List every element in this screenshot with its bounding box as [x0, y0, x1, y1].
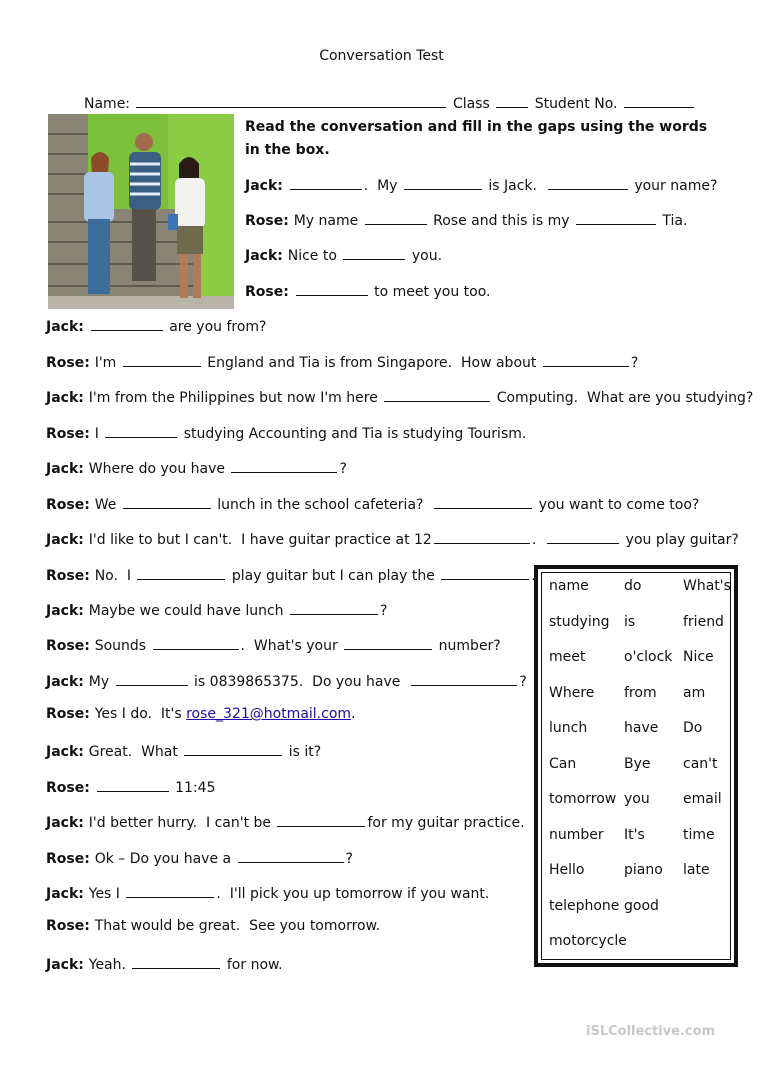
dialogue-text: That would be great. See you tomorrow. — [94, 918, 381, 934]
word-box-item: good — [624, 897, 659, 914]
watermark: iSLCollective.com — [586, 1024, 716, 1039]
word-box-item: tomorrow — [549, 791, 617, 807]
fill-in-gap[interactable] — [153, 635, 239, 650]
instructions: Read the conversation and fill in the gaps using the words in the box. — [245, 119, 708, 158]
word-box-item: telephone — [549, 897, 620, 914]
word-box-item: studying — [549, 613, 610, 630]
dialogue-line — [46, 387, 753, 406]
dialogue-text: Sounds — [94, 638, 151, 654]
dialogue-text: is it? — [284, 744, 322, 760]
word-box-item: Hello — [549, 862, 585, 878]
fill-in-gap[interactable] — [548, 175, 628, 190]
dialogue-text: We — [94, 497, 121, 513]
dialogue-text: I — [94, 426, 104, 442]
speaker-label: Rose: — [245, 213, 294, 229]
class-label: Class — [452, 96, 490, 112]
fill-in-gap[interactable] — [384, 387, 490, 402]
speaker-label: Jack: — [46, 674, 89, 690]
fill-in-gap[interactable] — [434, 494, 532, 509]
dialogue-text: Tia. — [657, 213, 688, 229]
dialogue-text: you play guitar? — [621, 532, 739, 548]
word-box-item: am — [683, 684, 706, 701]
dialogue-text: My — [88, 674, 114, 690]
word-box-item: have — [624, 720, 659, 736]
speaker-label: Jack: — [46, 390, 89, 406]
speaker-label: Jack: — [46, 815, 89, 831]
dialogue-line — [46, 529, 739, 548]
student-no-field[interactable] — [624, 93, 694, 108]
dialogue-line — [46, 706, 355, 722]
dialogue-text: Nice to — [287, 248, 342, 264]
dialogue-text: . — [351, 706, 356, 722]
word-box-item: you — [624, 791, 650, 807]
dialogue-line — [46, 741, 321, 760]
word-box-item: Bye — [624, 755, 651, 772]
fill-in-gap[interactable] — [547, 529, 619, 544]
speaker-label: Jack: — [245, 178, 288, 194]
dialogue-line — [46, 458, 347, 477]
dialogue-line — [46, 352, 638, 371]
dialogue-text: Yeah. — [88, 957, 131, 973]
word-box-item: meet — [549, 649, 586, 665]
students-photo — [48, 114, 234, 309]
word-box-item: o'clock — [624, 649, 673, 665]
fill-in-gap[interactable] — [411, 671, 517, 686]
fill-in-gap[interactable] — [343, 245, 405, 260]
dialogue-text: Great. What — [88, 744, 183, 760]
fill-in-gap[interactable] — [126, 883, 214, 898]
dialogue-text: . — [531, 568, 536, 584]
dialogue-text: ? — [339, 461, 347, 477]
dialogue-text: are you from? — [164, 319, 267, 335]
word-box-item: time — [683, 826, 715, 843]
dialogue-text: Maybe we could have lunch — [88, 603, 288, 619]
dialogue-line — [46, 423, 526, 442]
dialogue-text: Yes I — [88, 886, 125, 902]
dialogue-line — [46, 812, 525, 831]
dialogue-text: ? — [630, 355, 639, 371]
speaker-label: Rose: — [46, 497, 95, 513]
word-box-item: from — [624, 684, 657, 701]
dialogue-text: for now. — [222, 957, 283, 973]
dialogue-text: to meet you too. — [369, 284, 491, 300]
fill-in-gap[interactable] — [105, 423, 177, 438]
speaker-label: Rose: — [46, 851, 95, 867]
word-box-item: What's — [683, 578, 731, 594]
dialogue-line — [46, 565, 536, 584]
fill-in-gap[interactable] — [277, 812, 365, 827]
word-box-item: do — [624, 578, 642, 594]
dialogue-text: your name? — [629, 178, 718, 194]
page-title: Conversation Test — [319, 48, 444, 64]
word-box-item: number — [549, 826, 604, 843]
email-link[interactable]: rose_321@hotmail.com — [186, 706, 352, 722]
fill-in-gap[interactable] — [404, 175, 482, 190]
dialogue-text: England and Tia is from Singapore. How about — [202, 355, 541, 371]
dialogue-text: Computing. What are you studying? — [492, 390, 754, 406]
dialogue-line — [46, 883, 489, 902]
dialogue-line — [245, 175, 717, 194]
fill-in-gap[interactable] — [441, 565, 529, 580]
fill-in-gap[interactable] — [296, 281, 368, 296]
fill-in-gap[interactable] — [434, 529, 530, 544]
dialogue-text: . I'll pick you up tomorrow if you want. — [216, 886, 490, 902]
speaker-label: Rose: — [46, 706, 95, 722]
fill-in-gap[interactable] — [97, 777, 169, 792]
dialogue-text: Ok – Do you have a — [94, 851, 236, 867]
fill-in-gap[interactable] — [290, 175, 362, 190]
dialogue-text: I'd like to but I can't. I have guitar practice at 12 — [88, 532, 432, 548]
word-box-item: is — [624, 613, 636, 630]
fill-in-gap[interactable] — [91, 316, 163, 331]
dialogue-text: . My — [363, 178, 402, 194]
speaker-label: Rose: — [46, 638, 95, 654]
speaker-label: Rose: — [46, 780, 95, 796]
dialogue-text: I'm — [94, 355, 121, 371]
speaker-label: Jack: — [46, 603, 89, 619]
dialogue-text: I'm from the Philippines but now I'm here — [88, 390, 383, 406]
speaker-label: Jack: — [46, 532, 89, 548]
word-box-item: name — [549, 578, 589, 594]
fill-in-gap[interactable] — [238, 848, 344, 863]
speaker-label: Jack: — [46, 461, 89, 477]
fill-in-gap[interactable] — [123, 494, 211, 509]
dialogue-line — [46, 494, 699, 513]
speaker-label: Rose: — [46, 918, 95, 934]
dialogue-text: ? — [345, 851, 353, 867]
dialogue-line — [46, 600, 387, 619]
fill-in-gap[interactable] — [543, 352, 629, 367]
fill-in-gap[interactable] — [132, 954, 220, 969]
dialogue-text: . What's your — [240, 638, 343, 654]
dialogue-text: No. I — [94, 568, 136, 584]
word-box-item: lunch — [549, 720, 588, 736]
dialogue-line — [46, 848, 353, 867]
class-field[interactable] — [496, 93, 528, 108]
dialogue-text: is Jack. — [483, 178, 546, 194]
dialogue-line — [46, 777, 216, 796]
fill-in-gap[interactable] — [344, 635, 432, 650]
dialogue-line — [46, 635, 501, 654]
speaker-label: Rose: — [46, 355, 95, 371]
word-box-item: late — [683, 862, 710, 878]
dialogue-text: you want to come too? — [534, 497, 700, 513]
speaker-label: Rose: — [46, 568, 95, 584]
fill-in-gap[interactable] — [290, 600, 378, 615]
fill-in-gap[interactable] — [123, 352, 201, 367]
speaker-label: Jack: — [245, 248, 288, 264]
dialogue-text: play guitar but I can play the — [227, 568, 440, 584]
word-box-item: motorcycle — [549, 933, 627, 949]
dialogue-text: 11:45 — [170, 780, 216, 796]
speaker-label: Jack: — [46, 744, 89, 760]
dialogue-text: ? — [379, 603, 388, 619]
speaker-label: Jack: — [46, 319, 89, 335]
dialogue-text: for my guitar practice. — [367, 815, 525, 831]
word-box-item: It's — [624, 826, 645, 843]
dialogue-text: you. — [407, 248, 443, 264]
dialogue-text: . — [531, 532, 546, 548]
word-box-item: Do — [683, 720, 703, 736]
fill-in-gap[interactable] — [231, 458, 337, 473]
fill-in-gap[interactable] — [576, 210, 656, 225]
speaker-label: Jack: — [46, 957, 89, 973]
dialogue-line — [46, 918, 380, 934]
fill-in-gap[interactable] — [137, 565, 225, 580]
dialogue-text: Where do you have — [88, 461, 230, 477]
word-box-item: piano — [624, 862, 663, 878]
word-box-item: Nice — [683, 649, 714, 665]
fill-in-gap[interactable] — [365, 210, 427, 225]
dialogue-text: ? — [519, 674, 527, 690]
dialogue-line — [46, 671, 527, 690]
dialogue-line — [245, 281, 490, 300]
dialogue-text: studying Accounting and Tia is studying Tourism. — [179, 426, 527, 442]
dialogue-text: Yes I do. It's — [94, 706, 187, 722]
word-box-item: friend — [683, 613, 724, 630]
dialogue-text: lunch in the school cafeteria? — [212, 497, 433, 513]
dialogue-text: Rose and this is my — [428, 213, 574, 229]
dialogue-text: number? — [434, 638, 501, 654]
word-box-item: can't — [683, 755, 718, 772]
word-box-item: Can — [549, 755, 577, 772]
word-box-item: Where — [549, 684, 595, 701]
speaker-label: Jack: — [46, 886, 89, 902]
student-info-header — [84, 93, 696, 112]
name-field[interactable] — [136, 93, 446, 108]
word-box-item: email — [683, 791, 722, 807]
dialogue-text: is 0839865375. Do you have — [189, 674, 410, 690]
dialogue-line — [46, 316, 266, 335]
dialogue-line — [46, 954, 283, 973]
student-no-label: Student No. — [534, 96, 618, 112]
dialogue-line — [245, 245, 442, 264]
dialogue-text: My name — [293, 213, 363, 229]
fill-in-gap[interactable] — [184, 741, 282, 756]
dialogue-text: I'd better hurry. I can't be — [88, 815, 276, 831]
fill-in-gap[interactable] — [116, 671, 188, 686]
speaker-label: Rose: — [245, 284, 294, 300]
speaker-label: Rose: — [46, 426, 95, 442]
dialogue-line — [245, 210, 687, 229]
name-label: Name: — [84, 96, 131, 112]
